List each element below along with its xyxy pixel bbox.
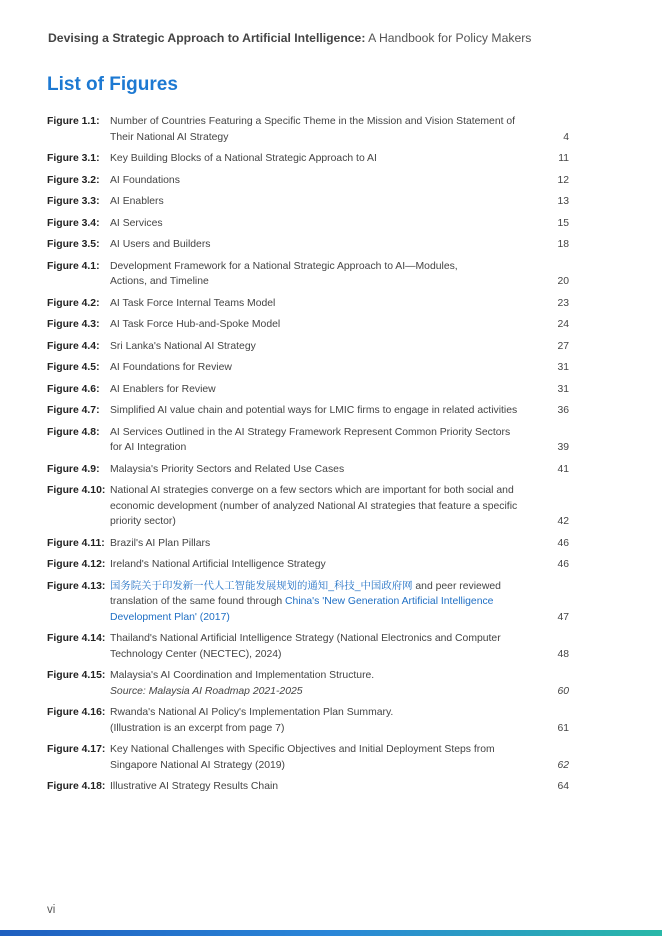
figure-page: 60 — [557, 685, 569, 697]
figure-entry[interactable] — [47, 425, 569, 456]
figure-page: 11 — [558, 153, 569, 164]
figure-page: 27 — [557, 340, 569, 352]
figure-label: Figure 1.1: — [47, 116, 100, 127]
figure-title: AI Task Force Internal Teams Model — [110, 297, 276, 309]
figure-page: 12 — [557, 174, 569, 186]
figure-label: Figure 4.7: — [47, 405, 100, 416]
figure-page: 4 — [563, 131, 569, 143]
source-link[interactable]: China's 'New Generation Artificial Intelligence — [285, 596, 494, 607]
figure-label: Figure 4.8: — [47, 426, 100, 438]
figure-label: Figure 4.1: — [47, 260, 100, 272]
figure-source-note: Source: Malaysia AI Roadmap 2021-2025 — [110, 685, 303, 697]
figure-entry[interactable] — [47, 579, 569, 626]
figure-label: Figure 4.5: — [47, 362, 100, 373]
figure-entry[interactable] — [47, 296, 569, 312]
figure-title: Ireland's National Artificial Intelligence Strategy — [110, 559, 326, 570]
figure-page: 15 — [557, 217, 569, 229]
figure-title: Key National Challenges with Specific Objectives and Initial Deployment Steps from Singapore National AI Strategy (2019) — [110, 744, 495, 771]
figure-entry[interactable] — [47, 483, 569, 530]
figure-label: Figure 3.2: — [47, 174, 100, 186]
running-head-title: Devising a Strategic Approach to Artificial Intelligence: — [48, 31, 366, 45]
figure-label: Figure 3.3: — [47, 196, 100, 207]
figure-page: 41 — [557, 463, 569, 475]
figure-page: 61 — [557, 722, 569, 734]
figure-page: 47 — [557, 611, 569, 623]
figure-entry[interactable] — [47, 631, 569, 662]
figure-label: Figure 4.6: — [47, 383, 100, 395]
figure-page: 46 — [557, 559, 569, 570]
figure-page: 39 — [557, 442, 569, 453]
running-head — [48, 31, 531, 45]
figure-title: Brazil's AI Plan Pillars — [110, 537, 211, 549]
figure-page: 24 — [557, 319, 569, 330]
figure-list — [47, 114, 569, 801]
figure-entry[interactable] — [47, 742, 569, 773]
figure-entry[interactable] — [47, 317, 569, 333]
figure-title: Rwanda's National AI Policy's Implementation Plan Summary. (Illustration is an excerpt from page 7) — [110, 707, 394, 734]
figure-entry[interactable] — [47, 151, 569, 167]
figure-title: AI Enablers for Review — [110, 383, 216, 395]
figure-entry[interactable] — [47, 194, 569, 210]
figure-entry[interactable] — [47, 779, 569, 795]
figure-title: AI Services Outlined in the AI Strategy Framework Represent Common Priority Sectors for AI Integration — [110, 426, 511, 453]
figure-entry[interactable] — [47, 705, 569, 736]
figure-title: AI Enablers — [110, 196, 164, 207]
source-link[interactable]: Development Plan' (2017) — [110, 611, 230, 623]
figure-entry[interactable] — [47, 382, 569, 398]
figure-entry[interactable] — [47, 114, 569, 145]
figure-label: Figure 4.17: — [47, 744, 106, 755]
figure-entry[interactable] — [47, 259, 569, 290]
figure-label: Figure 4.3: — [47, 319, 100, 330]
figure-title: AI Task Force Hub-and-Spoke Model — [110, 319, 281, 330]
figure-label: Figure 4.16: — [47, 707, 106, 718]
figure-page: 48 — [557, 648, 569, 660]
figure-label: Figure 4.13: — [47, 580, 106, 592]
figure-entry[interactable] — [47, 403, 569, 419]
figure-title: Malaysia's Priority Sectors and Related Use Cases — [110, 463, 345, 475]
figure-title: Malaysia's AI Coordination and Implementation Structure. Source: Malaysia AI Roadmap 2021-2025 — [110, 668, 547, 699]
figure-title: Key Building Blocks of a National Strategic Approach to AI — [110, 153, 377, 164]
figure-page: 20 — [557, 276, 569, 287]
figure-page: 62 — [557, 759, 569, 771]
running-head-subtitle: A Handbook for Policy Makers — [365, 31, 532, 45]
figure-page: 13 — [557, 196, 569, 207]
figure-label: Figure 4.15: — [47, 670, 106, 681]
figure-title: Number of Countries Featuring a Specific Theme in the Mission and Vision Statement of Their National AI Strategy — [110, 116, 516, 143]
figure-label: Figure 4.14: — [47, 633, 106, 644]
figure-page: 42 — [557, 516, 569, 527]
figure-entry[interactable] — [47, 536, 569, 552]
figure-title: Thailand's National Artificial Intelligence Strategy (National Electronics and Computer Technology Center (NECTEC), 2024) — [110, 633, 501, 660]
figure-title: Sri Lanka's National AI Strategy — [110, 340, 256, 352]
figure-label: Figure 4.18: — [47, 781, 106, 792]
figure-title: AI Foundations — [110, 174, 180, 186]
figure-entry[interactable] — [47, 173, 569, 189]
figure-page: 64 — [557, 781, 569, 792]
figure-entry[interactable] — [47, 668, 569, 699]
figure-page: 31 — [557, 383, 569, 395]
figure-label: Figure 3.4: — [47, 217, 100, 229]
footer-gradient-bar — [0, 930, 662, 936]
figure-title: 国务院关于印发新一代人工智能发展规划的通知_科技_中国政府网 and peer reviewed translation of the same found through China's 'New Generation Artificial Intelligence Development Plan' (2017) — [110, 580, 501, 623]
figure-entry[interactable] — [47, 339, 569, 355]
figure-page: 46 — [557, 537, 569, 549]
figure-label: Figure 4.10: — [47, 485, 106, 496]
figure-label: Figure 4.9: — [47, 463, 100, 475]
figure-page: 23 — [557, 297, 569, 309]
figure-label: Figure 4.12: — [47, 559, 106, 570]
figure-title: AI Users and Builders — [110, 239, 211, 250]
figure-label: Figure 4.2: — [47, 297, 100, 309]
figure-entry[interactable] — [47, 462, 569, 478]
figure-label: Figure 3.1: — [47, 153, 100, 164]
figure-entry[interactable] — [47, 557, 569, 573]
source-link[interactable]: 国务院关于印发新一代人工智能发展规划的通知_科技_中国政府网 — [110, 580, 413, 592]
page-title: List of Figures — [47, 74, 178, 95]
figure-entry[interactable] — [47, 360, 569, 376]
figure-title: Development Framework for a National Strategic Approach to AI—Modules, Actions, and Timeline — [110, 260, 458, 287]
figure-entry[interactable] — [47, 216, 569, 232]
figure-label: Figure 4.11: — [47, 537, 105, 549]
figure-title: Simplified AI value chain and potential ways for LMIC firms to engage in related activities — [110, 405, 518, 416]
figure-title: AI Foundations for Review — [110, 362, 232, 373]
figure-label: Figure 3.5: — [47, 239, 100, 250]
figure-title: Illustrative AI Strategy Results Chain — [110, 781, 279, 792]
figure-title: AI Services — [110, 217, 163, 229]
figure-label: Figure 4.4: — [47, 340, 100, 352]
figure-title: National AI strategies converge on a few sectors which are important for both social and economic development (number of analyzed National AI strategies that feature a specific priority sector) — [110, 485, 518, 527]
figure-page: 31 — [557, 362, 569, 373]
page-number: vi — [47, 904, 56, 916]
figure-page: 36 — [557, 405, 569, 416]
figure-entry[interactable] — [47, 237, 569, 253]
figure-page: 18 — [557, 239, 569, 250]
